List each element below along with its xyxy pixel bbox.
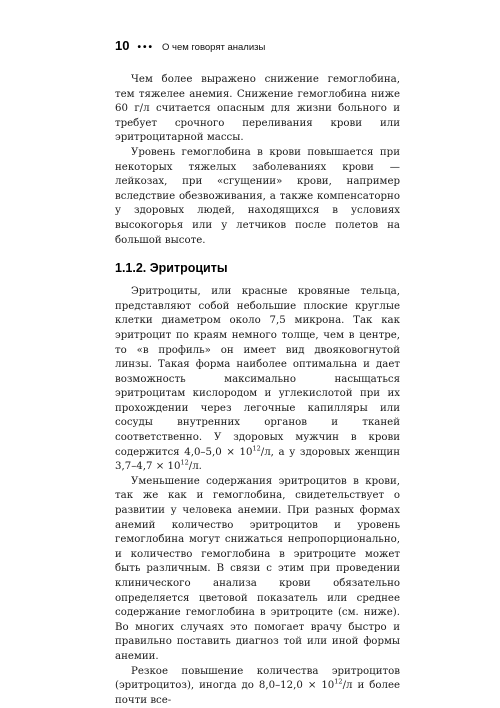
erythro-text-3: /л. [188, 461, 202, 473]
erythro-text-2: /л, а у здоровых женщин 3,7–4,7 × 10 [115, 446, 400, 473]
paragraph-erythrocytes-decrease: Уменьшение содержания эритроцитов в крови, так же как и гемоглобина, свидетельствует о развитии у человека анемии. При разных формах анемий количество эритроцитов и уровень гемоглобина могут снижаться непропорционально, и количество гемоглобина в эритроците может быть различным. В связи с этим при проведении клинического анализа крови обязательно определяется цветовой показатель или среднее содержание гемоглобина в эритроците (см. ниже). Во многих случаях это помогает врачу быстро и правильно поставить диагноз той или иной формы анемии. [115, 475, 400, 662]
paragraph-erythrocytes-description [115, 285, 400, 475]
exponent: 12 [334, 677, 343, 686]
running-head-title: О чем говорят анализы [161, 42, 266, 53]
header-dots: ••• [137, 42, 154, 53]
exponent: 12 [180, 458, 189, 467]
paragraph-hemoglobin-increase: Уровень гемоглобина в крови повышается при некоторых тяжелых заболеваниях крови — лейкозах, при «сгущении» крови, например вследствие обезвоживания, а также компенсаторно у здоровых людей, находящихся в условиях высокогорья или у летчиков после полетов на большой высоте. [115, 146, 400, 246]
running-head [115, 38, 400, 53]
paragraph-hemoglobin-decrease: Чем более выражено снижение гемоглобина, тем тяжелее анемия. Снижение гемоглобина ниже 60 г/л считается опасным для жизни больного и требует срочного переливания крови или эритроцитарной массы. [115, 74, 400, 144]
exponent: 12 [252, 444, 261, 453]
erythrocytosis-text-1: Резкое повышение количества эритроцитов (эритроцитоз), иногда до 8,0–12,0 × 10 [115, 665, 400, 692]
paragraph-erythrocytosis [115, 665, 400, 708]
erythrocytosis-text-2: /л и более почти все- [115, 680, 401, 706]
erythro-text-1: Эритроциты, или красные кровяные тельца, представляют собой небольшие плоские круглые клетки диаметром около 7,5 микрона. Так как эритроцит по краям немного толще, чем в центре, то «в профиль» он имеет вид двояковогнутой линзы. Такая форма наиболее оптимальна и дает возможность максимально насыщаться эритроцитам кислородом и углекислотой при их прохождении через легочные капилляры или сосуды внутренних органов и тканей соответственно. У здоровых мужчин в крови содержится 4,0–5,0 × 10 [115, 286, 400, 458]
page-number: 10 [115, 38, 130, 53]
section-heading: 1.1.2. Эритроциты [115, 261, 228, 276]
